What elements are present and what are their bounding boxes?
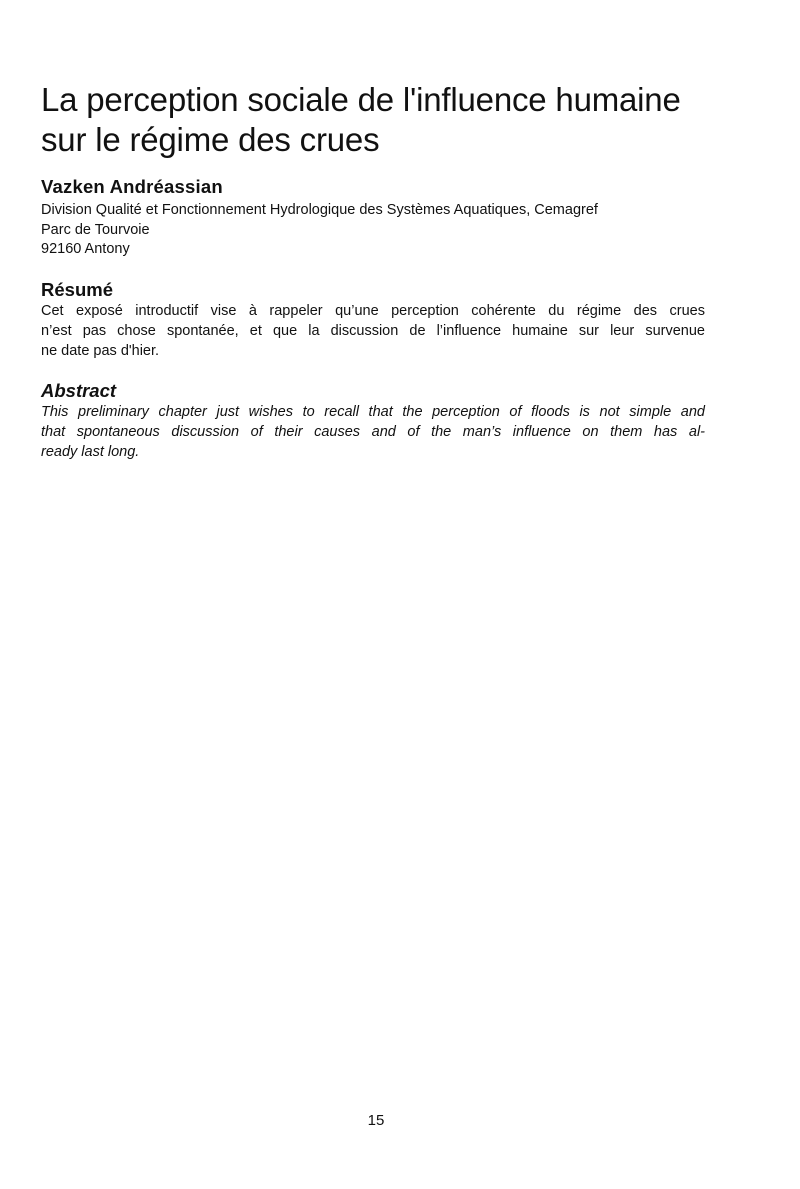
author-affiliation (41, 201, 598, 260)
resume-heading: Résumé (41, 279, 113, 300)
abstract-text (41, 402, 705, 462)
resume-text (41, 301, 705, 361)
resume-line: Cet exposé introductif vise à rappeler qu’une perception cohérente du régime des crues (41, 303, 705, 319)
author-name: Vazken Andréassian (41, 176, 223, 197)
abstract-line: ready last long. (41, 444, 140, 460)
abstract-line: that spontaneous discussion of their causes and of the man’s influence on them has al- (41, 424, 705, 440)
abstract-line: This preliminary chapter just wishes to recall that the perception of floods is not simple and (41, 404, 705, 420)
affiliation-line: Parc de Tourvoie (41, 221, 150, 238)
page-number: 15 (367, 1112, 385, 1129)
affiliation-line: Division Qualité et Fonctionnement Hydrologique des Systèmes Aquatiques, Cemagref (41, 202, 598, 218)
resume-line: n’est pas chose spontanée, et que la discussion de l’influence humaine sur leur survenue (41, 323, 705, 339)
title-line-2: sur le régime des crues (41, 121, 380, 158)
title-line-1: La perception sociale de l'influence humaine (41, 81, 681, 118)
abstract-heading: Abstract (41, 380, 117, 401)
resume-line: ne date pas d'hier. (41, 343, 160, 359)
page-title (41, 80, 761, 160)
affiliation-line: 92160 Antony (41, 241, 130, 257)
